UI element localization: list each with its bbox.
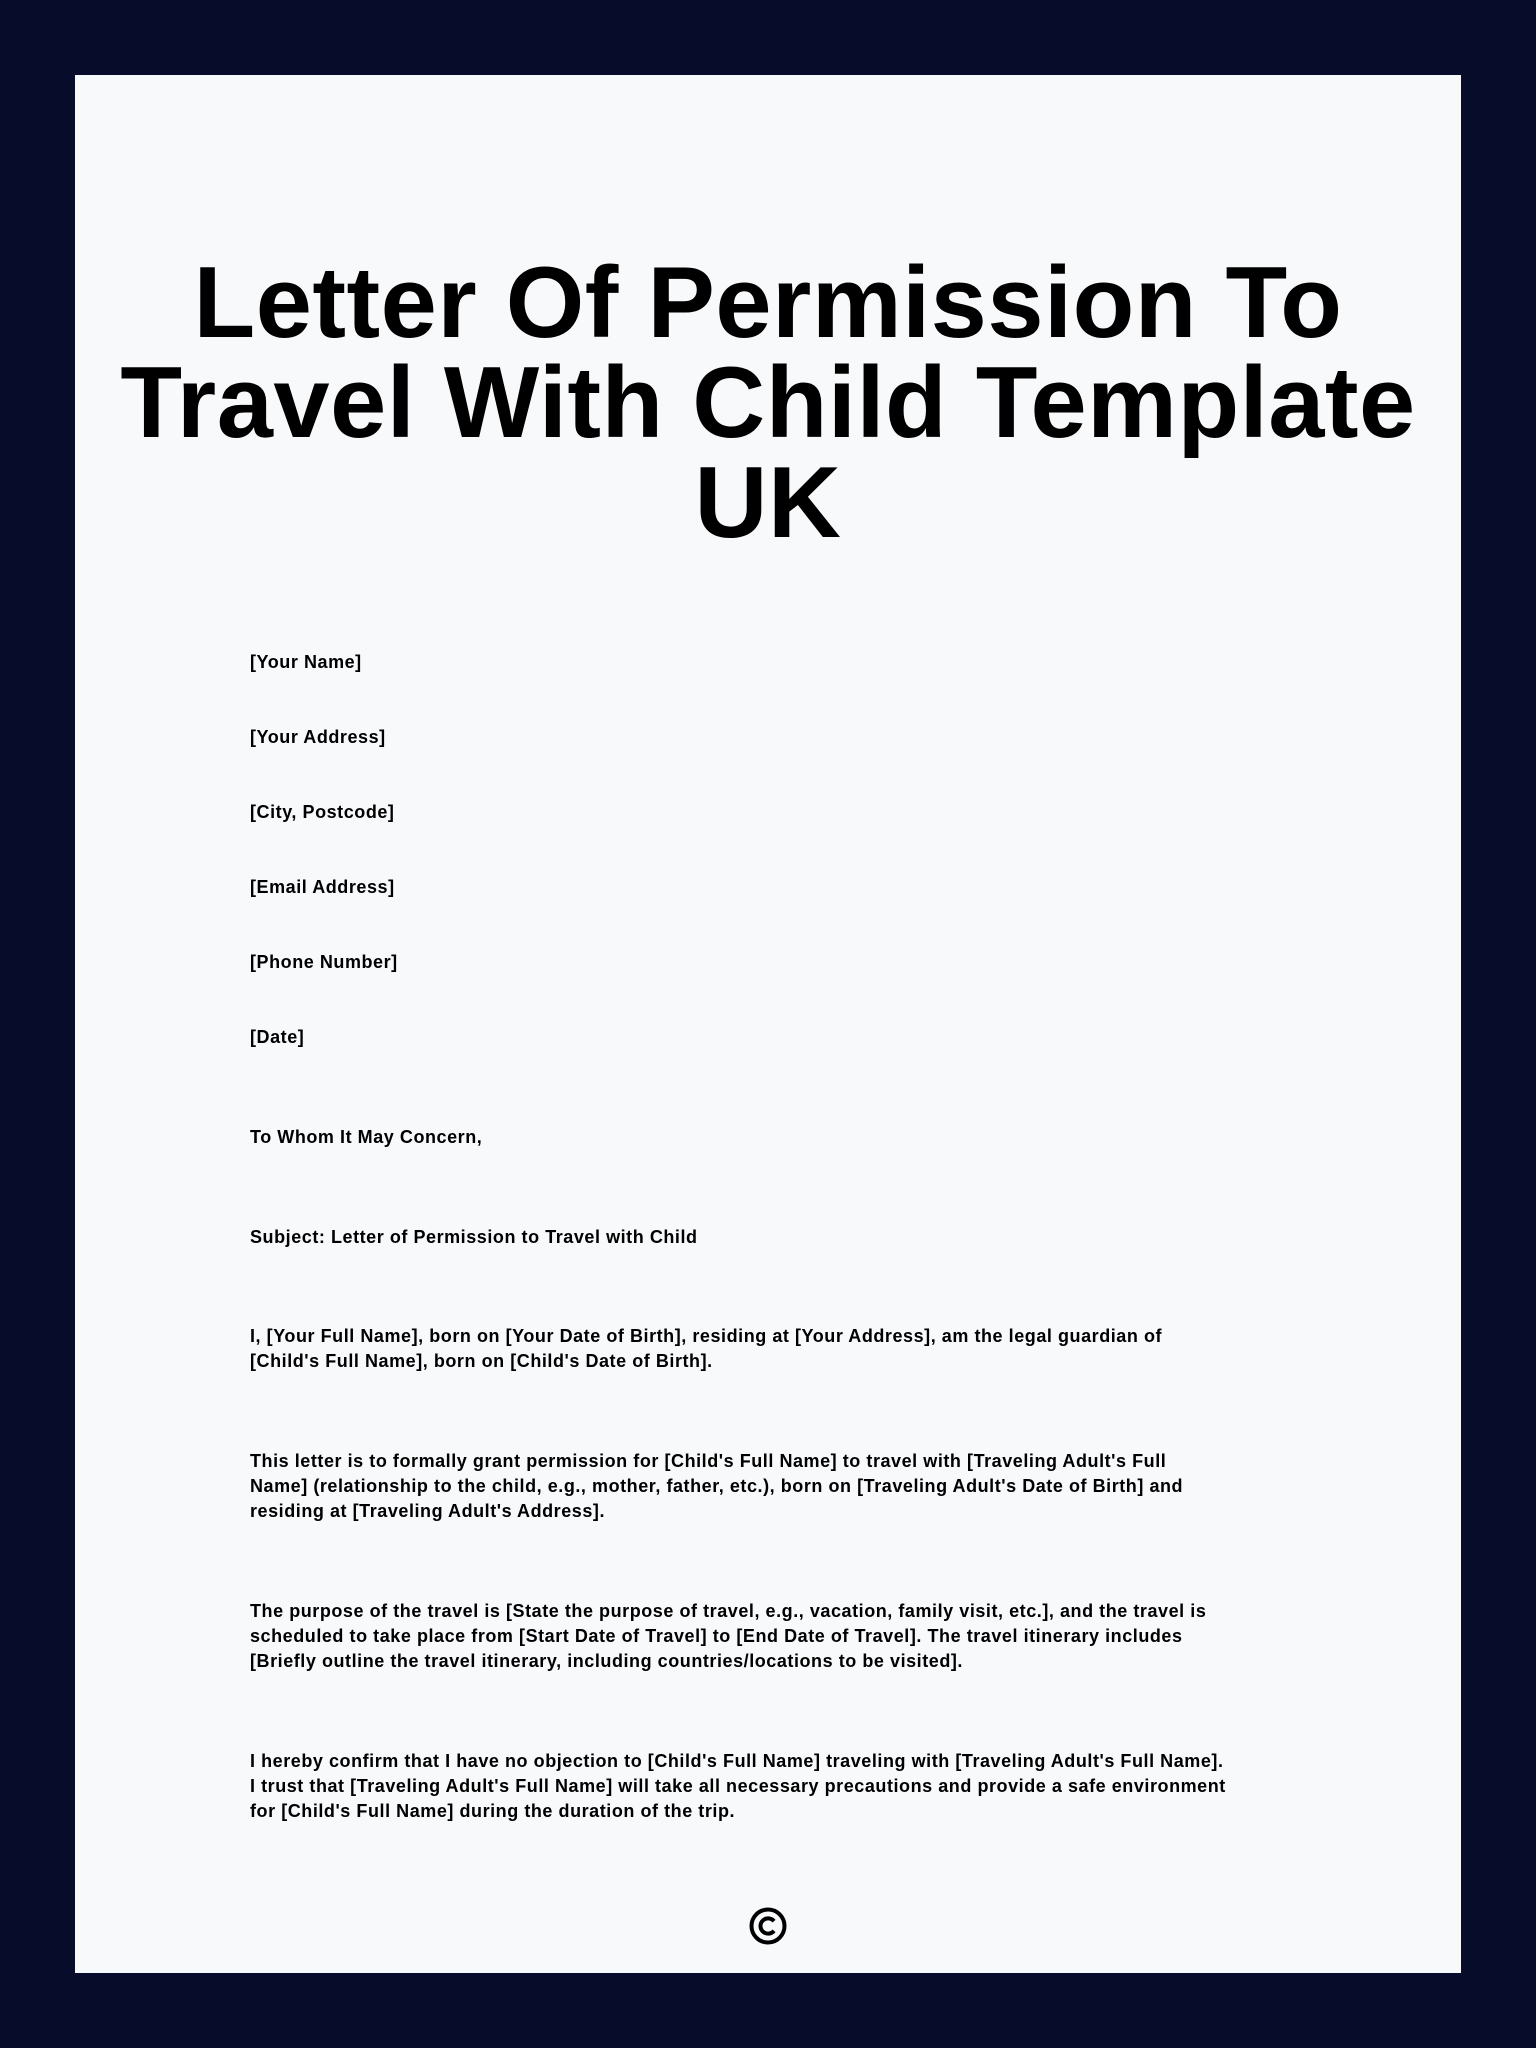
paragraph-line: This letter is to formally grant permission for [Child's Full Name] to travel with [Traveling Adult's Full bbox=[250, 1451, 1167, 1471]
paragraph-line: [Child's Full Name], born on [Child's Date of Birth]. bbox=[250, 1351, 713, 1371]
sender-name: [Your Name] bbox=[250, 652, 362, 672]
title-line-3: UK bbox=[694, 447, 842, 559]
paragraph-line: I hereby confirm that I have no objection to [Child's Full Name] traveling with [Traveling Adult's Full Name]. bbox=[250, 1751, 1224, 1771]
title-line-2: Travel With Child Template bbox=[120, 347, 1416, 459]
paragraph-line: for [Child's Full Name] during the duration of the trip. bbox=[250, 1801, 736, 1821]
sender-city-postcode: [City, Postcode] bbox=[250, 802, 395, 822]
title-line-1: Letter Of Permission To bbox=[193, 247, 1343, 359]
sender-phone: [Phone Number] bbox=[250, 952, 398, 972]
sender-email: [Email Address] bbox=[250, 877, 395, 897]
copyright-icon bbox=[749, 1907, 787, 1945]
document-title bbox=[75, 247, 1461, 559]
document-page bbox=[75, 75, 1461, 1973]
paragraph-line: Name] (relationship to the child, e.g., mother, father, etc.), born on [Traveling Adult's Date of Birth] and bbox=[250, 1476, 1184, 1496]
paragraph-guardian bbox=[250, 1324, 1295, 1374]
paragraph-line: I, [Your Full Name], born on [Your Date of Birth], residing at [Your Address], am the legal guardian of bbox=[250, 1326, 1163, 1346]
paragraph-line: residing at [Traveling Adult's Address]. bbox=[250, 1501, 606, 1521]
paragraph-line: I trust that [Traveling Adult's Full Name] will take all necessary precautions and provide a safe environment bbox=[250, 1776, 1226, 1796]
sender-address: [Your Address] bbox=[250, 727, 386, 747]
paragraph-line: The purpose of the travel is [State the purpose of travel, e.g., vacation, family visit, etc.], and the travel is bbox=[250, 1601, 1207, 1621]
paragraph-line: [Briefly outline the travel itinerary, including countries/locations to be visited]. bbox=[250, 1651, 963, 1671]
paragraph-confirmation bbox=[250, 1749, 1295, 1824]
paragraph-line: scheduled to take place from [Start Date of Travel] to [End Date of Travel]. The travel itinerary includes bbox=[250, 1626, 1183, 1646]
paragraph-purpose bbox=[250, 1599, 1295, 1674]
subject-line: Subject: Letter of Permission to Travel with Child bbox=[250, 1227, 698, 1247]
letter-date: [Date] bbox=[250, 1027, 305, 1047]
paragraph-permission bbox=[250, 1449, 1295, 1524]
salutation: To Whom It May Concern, bbox=[250, 1127, 483, 1147]
